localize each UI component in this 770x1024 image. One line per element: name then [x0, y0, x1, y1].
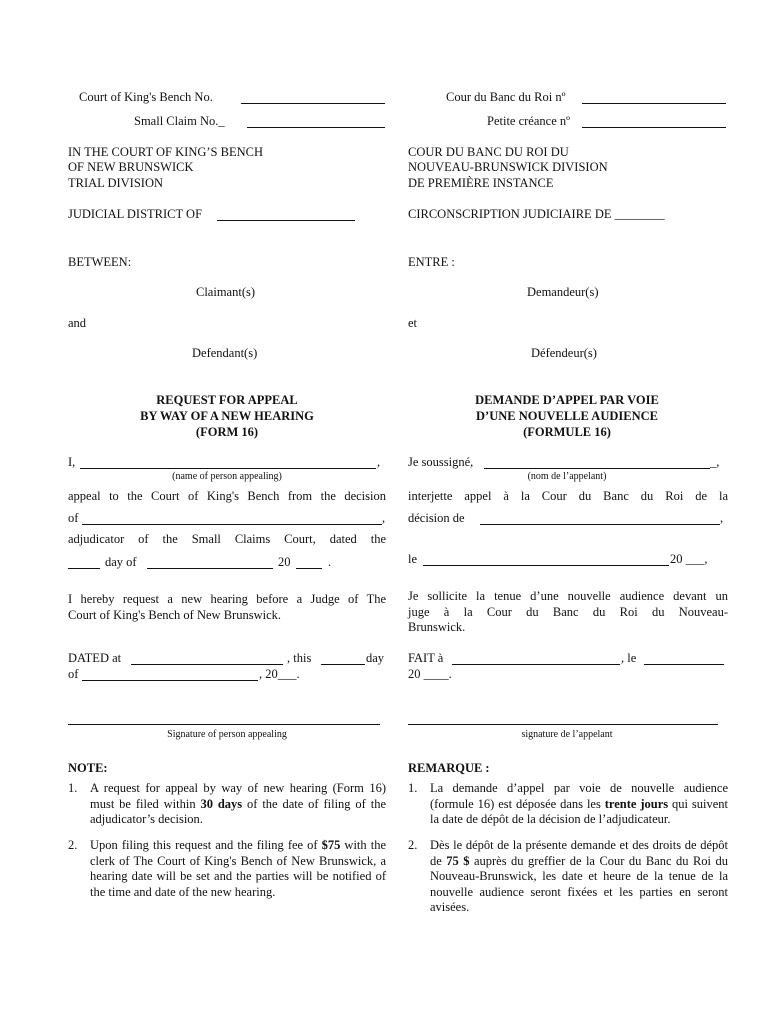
fr-small-claim-number-field[interactable]	[582, 127, 726, 128]
court-number-field[interactable]	[241, 103, 385, 104]
year-field[interactable]	[296, 568, 322, 569]
note-item	[68, 838, 386, 918]
dated-month-field[interactable]	[82, 680, 258, 681]
fr-le2-label: , le	[621, 651, 637, 665]
fr-dated-field[interactable]	[644, 664, 724, 665]
small-claim-number-label: Small Claim No._	[134, 114, 225, 128]
fr-claimant-label: Demandeur(s)	[527, 285, 599, 299]
fr-form-title-line: (FORMULE 16)	[523, 425, 611, 439]
form-title-line: REQUEST FOR APPEAL	[156, 393, 298, 407]
fr-year-label: 20 ___,	[670, 552, 708, 566]
i-suffix: ,	[377, 455, 381, 469]
month-field[interactable]	[147, 568, 273, 569]
fr-small-claim-number-label: Petite créance nº	[487, 114, 570, 128]
form-title-line: BY WAY OF A NEW HEARING	[140, 409, 314, 423]
judicial-district-label: JUDICIAL DISTRICT OF	[68, 207, 203, 221]
fr-between-label: ENTRE :	[408, 255, 455, 269]
appeal-statement: appeal to the Court of King's Bench from the decision	[68, 489, 386, 503]
fr-request-statement-line: juge à la Cour du Banc du Roi du Nouveau-	[408, 605, 728, 619]
court-number-label: Court of King's Bench No.	[79, 90, 213, 104]
day-of-label: day of	[105, 555, 137, 569]
fr-note-item	[408, 838, 728, 918]
fr-court-number-field[interactable]	[582, 103, 726, 104]
period: .	[328, 555, 332, 569]
fr-je-suffix: _,	[710, 455, 720, 469]
fr-fait-label: FAIT à	[408, 651, 444, 665]
year-prefix: 20	[278, 555, 291, 569]
fr-year2-label: 20 ____.	[408, 667, 452, 681]
this-label: , this	[287, 651, 312, 665]
of-label: of	[68, 511, 79, 525]
dated-year-label: , 20___.	[259, 667, 300, 681]
signature-caption: Signature of person appealing	[167, 729, 287, 740]
of-month-label: of	[68, 667, 79, 681]
form-title-line: (FORM 16)	[195, 425, 259, 439]
note-item	[68, 781, 386, 829]
fr-court-name-line: NOUVEAU-BRUNSWICK DIVISION	[408, 160, 608, 174]
fr-judicial-district-label: CIRCONSCRIPTION JUDICIAIRE DE ________	[408, 207, 665, 221]
fr-date-field[interactable]	[423, 565, 669, 566]
fr-note-text: Dès le dépôt de la présente demande et des droits de dépôt de 75 $ auprès du greffier de la Cour du Banc du Roi du Nouveau-Brunswick, les date et heure de la tenue de la nouvelle audience seront fixées et les parties en seront avisées.	[430, 838, 728, 914]
signature-line[interactable]	[68, 724, 380, 725]
note-text: A request for appeal by way of new hearing (Form 16) must be filed within 30 days of the date of filing of the adjudicator’s decision.	[90, 781, 386, 826]
defendant-label: Defendant(s)	[192, 346, 258, 360]
note-text: Upon filing this request and the filing fee of $75 with the clerk of The Court of King's Bench of New Brunswick, a hearing date will be set and the parties will be notified of the time and date of the new hearing.	[90, 838, 386, 899]
court-name-line: OF NEW BRUNSWICK	[68, 160, 194, 174]
fr-request-statement-line: Je sollicite la tenue d’une nouvelle audience devant un	[408, 589, 728, 603]
fr-signature-line[interactable]	[408, 724, 718, 725]
fr-appellant-name-field[interactable]	[484, 468, 710, 469]
note-number: 2.	[68, 838, 78, 852]
adjudicator-statement: adjudicator of the Small Claims Court, dated the	[68, 532, 386, 546]
fr-court-name-line: COUR DU BANC DU ROI DU	[408, 145, 569, 159]
judicial-district-field[interactable]	[217, 220, 355, 221]
fr-decision-suffix: ,	[720, 511, 724, 525]
appellant-name-caption: (name of person appealing)	[172, 471, 282, 482]
dated-at-label: DATED at	[68, 651, 122, 665]
dated-day-field[interactable]	[321, 664, 365, 665]
fr-form-title-line: DEMANDE D’APPEL PAR VOIE	[475, 393, 659, 407]
note-heading: NOTE:	[68, 761, 108, 775]
fr-note-number: 2.	[408, 838, 418, 852]
fr-adjudicator-name-field[interactable]	[480, 524, 720, 525]
day-field[interactable]	[68, 568, 100, 569]
fr-note-item	[408, 781, 728, 829]
request-statement-line: I hereby request a new hearing before a Judge of The	[68, 592, 386, 606]
court-name-line: TRIAL DIVISION	[68, 176, 164, 190]
adjudicator-name-field[interactable]	[82, 524, 382, 525]
fr-court-number-label: Cour du Banc du Roi nº	[446, 90, 566, 104]
request-statement-line: Court of King's Bench of New Brunswick.	[68, 608, 281, 622]
fr-je-label: Je soussigné,	[408, 455, 474, 469]
appellant-name-field[interactable]	[80, 468, 376, 469]
claimant-label: Claimant(s)	[196, 285, 256, 299]
fr-court-name-line: DE PREMIÈRE INSTANCE	[408, 176, 554, 190]
of-suffix: ,	[382, 511, 386, 525]
fr-place-field[interactable]	[452, 664, 620, 665]
note-number: 1.	[68, 781, 78, 795]
small-claim-number-field[interactable]	[247, 127, 385, 128]
fr-le-label: le	[408, 552, 418, 566]
fr-request-statement-line: Brunswick.	[408, 620, 466, 634]
fr-appellant-name-caption: (nom de l’appelant)	[527, 471, 607, 482]
fr-defendant-label: Défendeur(s)	[531, 346, 597, 360]
fr-appeal-statement: interjette appel à la Cour du Banc du Roi de la	[408, 489, 728, 503]
and-label: and	[68, 316, 87, 330]
dated-place-field[interactable]	[131, 664, 283, 665]
fr-note-heading: REMARQUE :	[408, 761, 490, 775]
fr-note-text: La demande d’appel par voie de nouvelle audience (formule 16) est déposée dans les trente jours qui suivent la date de dépôt de la décision de l’adjudicateur.	[430, 781, 728, 826]
fr-and-label: et	[408, 316, 418, 330]
fr-signature-caption: signature de l’appelant	[521, 729, 613, 740]
i-prefix: I,	[68, 455, 76, 469]
fr-decision-de-label: décision de	[408, 511, 465, 525]
fr-form-title-line: D’UNE NOUVELLE AUDIENCE	[476, 409, 658, 423]
court-name-line: IN THE COURT OF KING’S BENCH	[68, 145, 263, 159]
fr-note-number: 1.	[408, 781, 418, 795]
between-label: BETWEEN:	[68, 255, 132, 269]
day-label: day	[366, 651, 385, 665]
